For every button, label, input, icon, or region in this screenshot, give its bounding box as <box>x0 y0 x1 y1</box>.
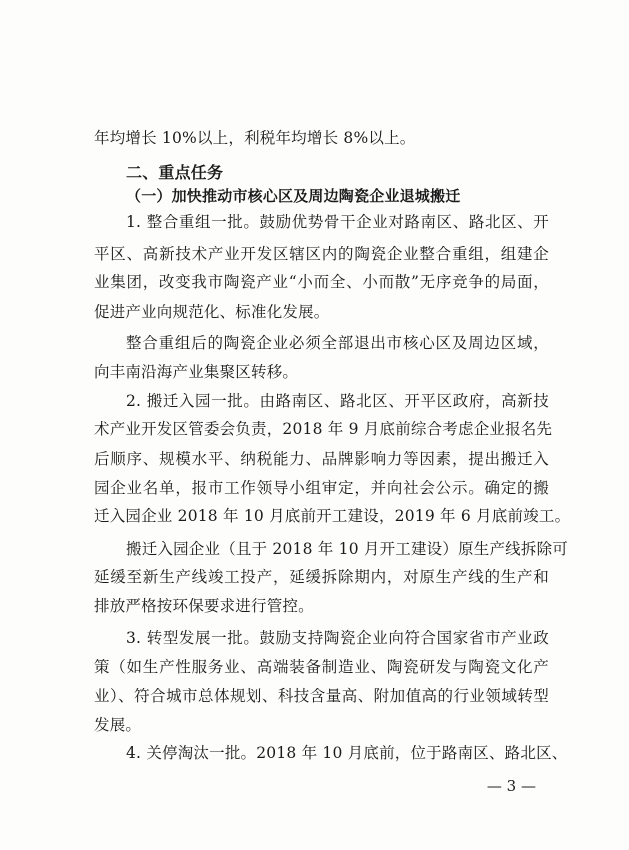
paragraph-line: 园企业名单，报市工作领导小组审定，并向社会公示。确定的搬 <box>94 479 549 497</box>
paragraph-line: 2. 搬迁入园一批。由路南区、路北区、开平区政府，高新技 <box>126 392 549 410</box>
paragraph-line: 业）、符合城市总体规划、科技含量高、附加值高的行业领域转型 <box>94 687 549 705</box>
section-heading: 二、重点任务 <box>126 163 224 182</box>
paragraph-line: 整合重组后的陶瓷企业必须全部退出市核心区及周边区域， <box>126 334 549 352</box>
paragraph-line: 术产业开发区管委会负责，2018 年 9 月底前综合考虑企业报名先 <box>94 420 553 438</box>
paragraph-line: 发展。 <box>94 716 142 734</box>
subsection-heading: （一）加快推动市核心区及周边陶瓷企业退城搬迁 <box>126 187 461 205</box>
paragraph-line: 后顺序、规模水平、纳税能力、品牌影响力等因素，提出搬迁入 <box>94 450 549 468</box>
paragraph-line: 业集团，改变我市陶瓷产业“小而全、小而散”无序竞争的局面， <box>94 273 549 291</box>
paragraph-line: 延缓至新生产线竣工投产，延缓拆除期内，对原生产线的生产和 <box>94 568 549 586</box>
page-number: — 3 — <box>486 777 536 795</box>
paragraph-line: 迁入园企业 2018 年 10 月底前开工建设，2019 年 6 月底前竣工。 <box>94 507 571 525</box>
paragraph-line: 促进产业向规范化、标准化发展。 <box>94 303 330 321</box>
paragraph-line: 平区、高新技术产业开发区辖区内的陶瓷企业整合重组，组建企 <box>94 245 549 263</box>
paragraph-line: 策（如生产性服务业、高端装备制造业、陶瓷研发与陶瓷文化产 <box>94 658 549 676</box>
paragraph-line: 4. 关停淘汰一批。2018 年 10 月底前，位于路南区、路北区、 <box>126 744 568 762</box>
paragraph-line: 1. 整合重组一批。鼓励优势骨干企业对路南区、路北区、开 <box>126 213 549 231</box>
paragraph-line: 排放严格按环保要求进行管控。 <box>94 597 314 615</box>
paragraph-line: 向丰南沿海产业集聚区转移。 <box>94 363 299 381</box>
paragraph-line: 3. 转型发展一批。鼓励支持陶瓷企业向符合国家省市产业政 <box>126 629 549 647</box>
paragraph-line: 搬迁入园企业（且于 2018 年 10 月开工建设）原生产线拆除可 <box>126 540 568 558</box>
paragraph-line: 年均增长 10%以上，利税年均增长 8%以上。 <box>94 129 416 147</box>
